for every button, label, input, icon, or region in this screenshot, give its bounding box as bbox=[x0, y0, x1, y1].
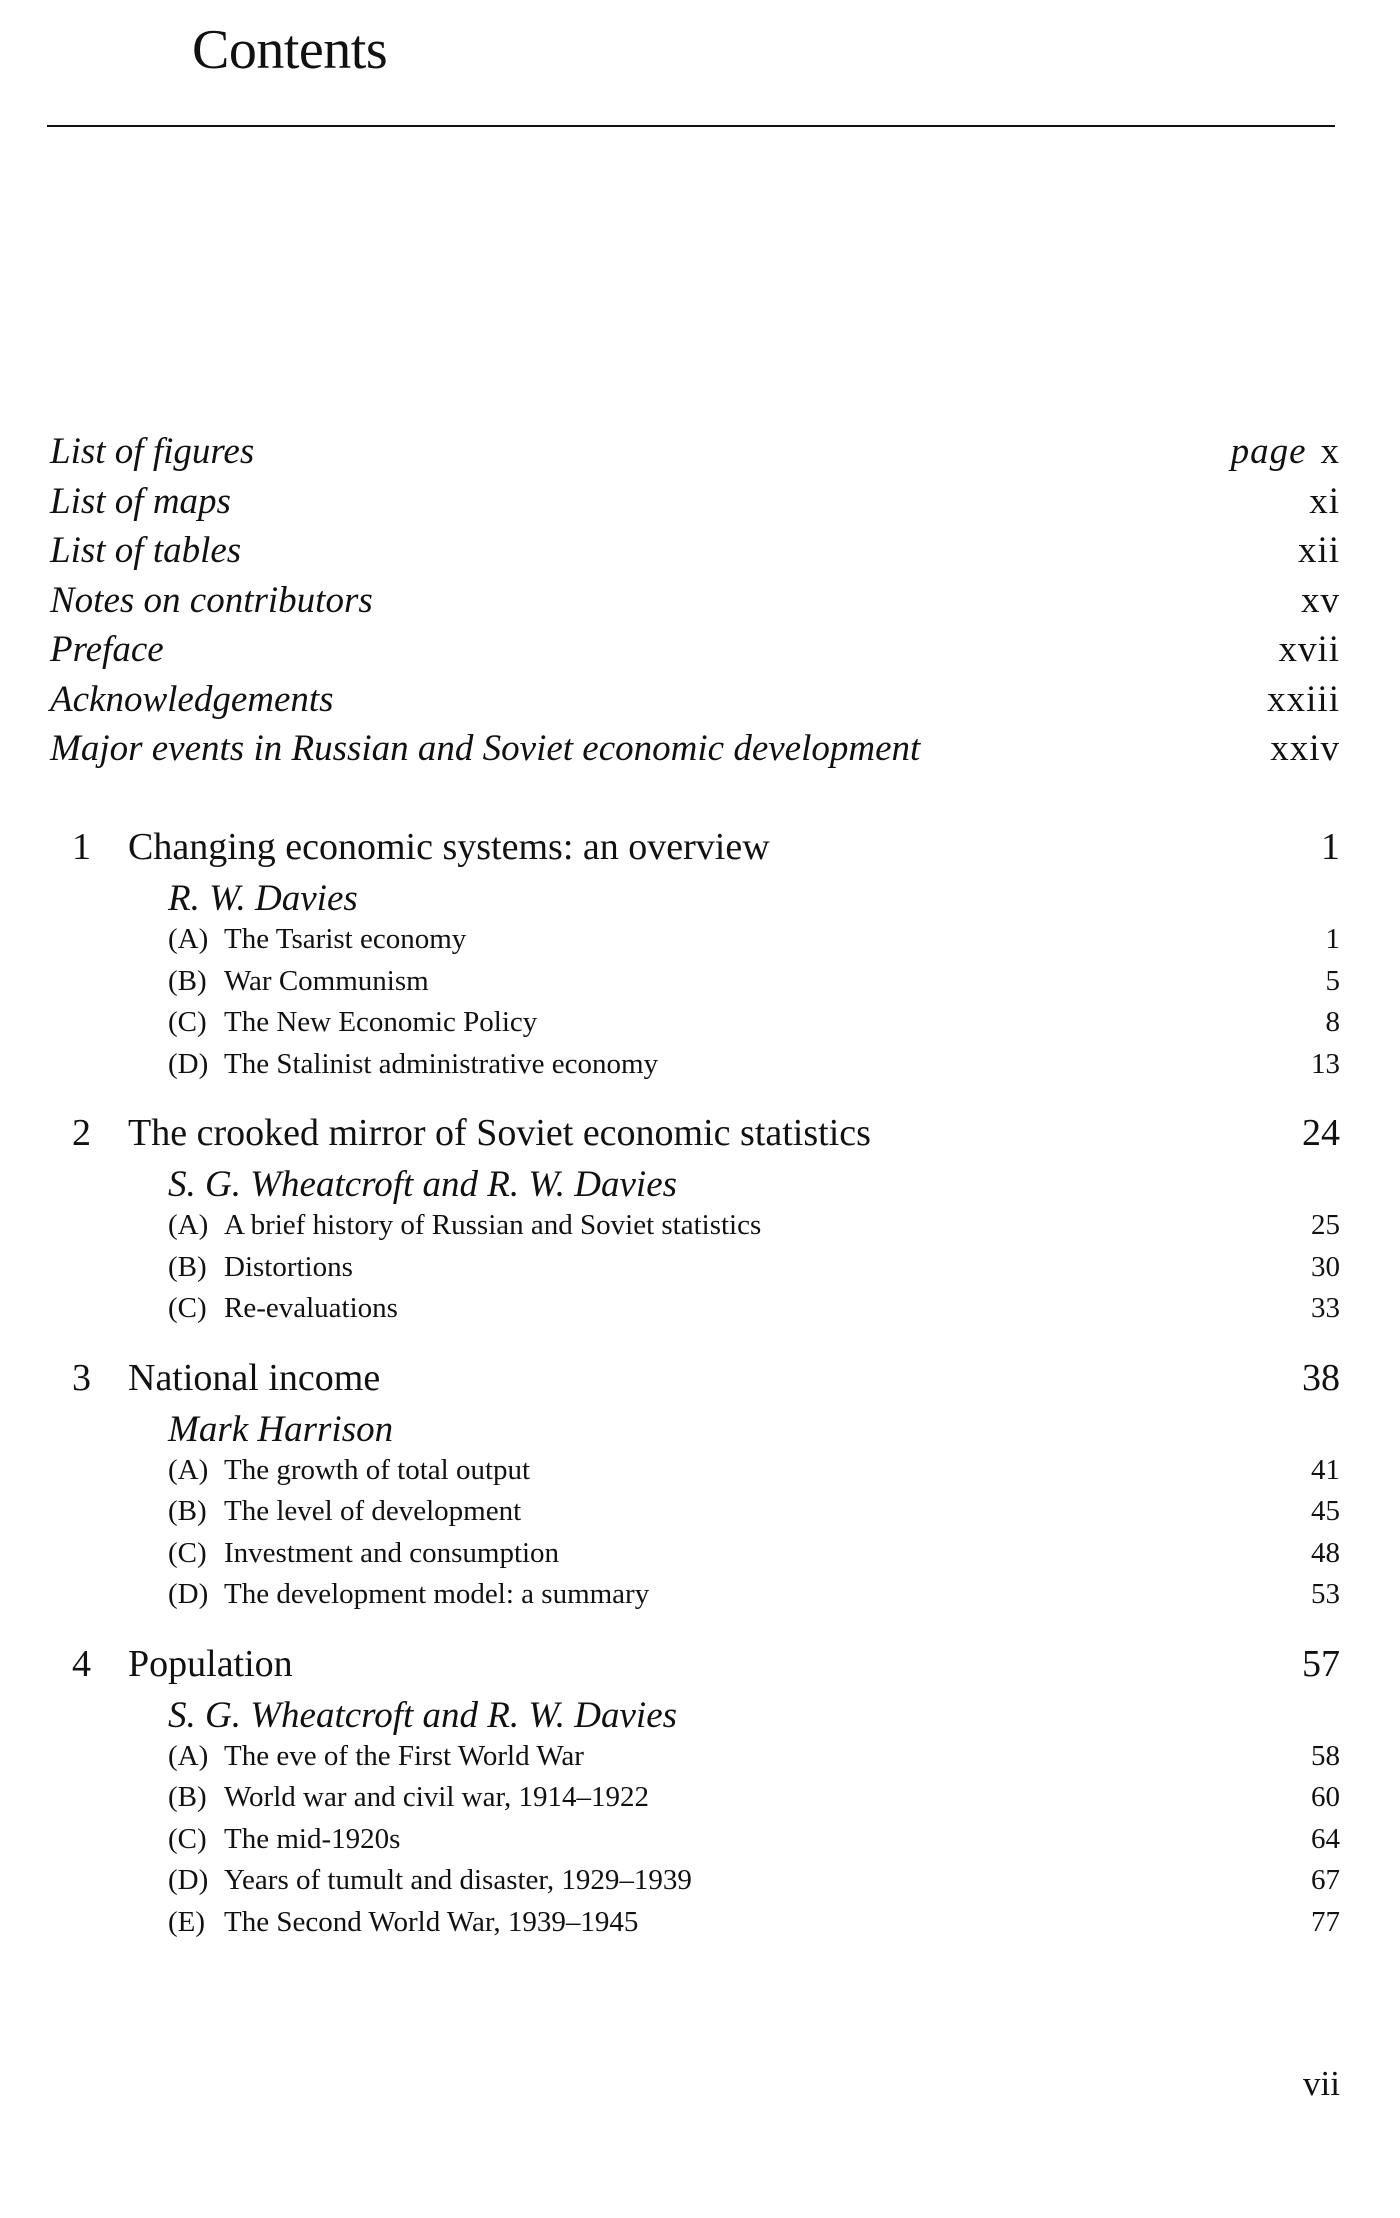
section-letter: (C) bbox=[168, 1006, 207, 1038]
section-item[interactable] bbox=[168, 1823, 1340, 1865]
section-page: 77 bbox=[1311, 1905, 1340, 1938]
section-item[interactable] bbox=[168, 1292, 1340, 1334]
section-page: 60 bbox=[1311, 1781, 1340, 1813]
front-matter-title: Major events in Russian and Soviet economic development bbox=[50, 728, 921, 769]
front-matter-page: xvii bbox=[1278, 629, 1340, 670]
section-title: The eve of the First World War bbox=[224, 1739, 584, 1772]
chapter-list bbox=[50, 825, 1340, 1969]
section-page: 48 bbox=[1311, 1536, 1340, 1569]
section-title: World war and civil war, 1914–1922 bbox=[224, 1781, 649, 1813]
section-item[interactable] bbox=[168, 1781, 1340, 1823]
chapter-number: 1 bbox=[72, 826, 91, 868]
section-page: 30 bbox=[1311, 1250, 1340, 1283]
page-number: vii bbox=[1303, 2064, 1340, 2103]
section-letter: (B) bbox=[168, 1495, 207, 1527]
front-matter-page: xxiv bbox=[1270, 728, 1340, 769]
section-page: 8 bbox=[1325, 1006, 1340, 1038]
section-title: The New Economic Policy bbox=[224, 1006, 538, 1038]
section-item[interactable] bbox=[168, 1537, 1340, 1579]
chapter-entry bbox=[50, 825, 1340, 1089]
chapter-author: S. G. Wheatcroft and R. W. Davies bbox=[168, 1694, 678, 1736]
section-title: The Stalinist administrative economy bbox=[224, 1047, 659, 1080]
chapter-heading[interactable] bbox=[50, 1111, 1340, 1161]
chapter-page: 1 bbox=[1321, 826, 1340, 868]
section-title: The development model: a summary bbox=[224, 1578, 650, 1610]
page-title: Contents bbox=[192, 19, 388, 81]
chapter-entry bbox=[50, 1111, 1340, 1334]
section-page: 64 bbox=[1311, 1822, 1340, 1855]
front-matter-item[interactable] bbox=[50, 579, 1340, 629]
title-rule bbox=[47, 125, 1335, 127]
section-item[interactable] bbox=[168, 1454, 1340, 1496]
section-item[interactable] bbox=[168, 1740, 1340, 1782]
section-page: 53 bbox=[1311, 1578, 1340, 1610]
section-item[interactable] bbox=[168, 1495, 1340, 1537]
section-title: Re-evaluations bbox=[224, 1292, 398, 1324]
section-letter: (B) bbox=[168, 964, 207, 997]
section-letter: (B) bbox=[168, 1250, 207, 1283]
section-letter: (D) bbox=[168, 1578, 209, 1610]
section-letter: (E) bbox=[168, 1905, 206, 1938]
chapter-heading[interactable] bbox=[50, 1642, 1340, 1692]
section-title: Distortions bbox=[224, 1250, 353, 1283]
front-matter-page: xxiii bbox=[1267, 678, 1340, 720]
front-matter-title: List of maps bbox=[50, 480, 231, 522]
chapter-title: Changing economic systems: an overview bbox=[128, 826, 770, 868]
section-item[interactable] bbox=[168, 1048, 1340, 1090]
section-letter: (D) bbox=[168, 1864, 209, 1896]
front-matter-item[interactable] bbox=[50, 678, 1340, 728]
section-page: 33 bbox=[1311, 1292, 1340, 1324]
chapter-number: 2 bbox=[72, 1112, 91, 1154]
section-title: The level of development bbox=[224, 1495, 522, 1527]
section-item[interactable] bbox=[168, 923, 1340, 965]
chapter-entry bbox=[50, 1356, 1340, 1620]
chapter-heading[interactable] bbox=[50, 825, 1340, 875]
section-letter: (A) bbox=[168, 1453, 209, 1486]
chapter-page: 57 bbox=[1302, 1642, 1340, 1685]
section-title: Investment and consumption bbox=[224, 1536, 560, 1569]
section-title: The growth of total output bbox=[224, 1453, 531, 1486]
front-matter-title: Preface bbox=[50, 629, 164, 670]
chapter-title: Population bbox=[128, 1642, 293, 1685]
section-item[interactable] bbox=[168, 1864, 1340, 1906]
section-page: 67 bbox=[1311, 1864, 1340, 1896]
chapter-number: 3 bbox=[72, 1356, 91, 1399]
chapter-page: 24 bbox=[1302, 1112, 1340, 1154]
chapter-number: 4 bbox=[72, 1642, 91, 1685]
front-matter-page: xi bbox=[1309, 480, 1340, 522]
page-word: page bbox=[1230, 431, 1307, 472]
front-matter-page: xv bbox=[1301, 579, 1340, 621]
section-letter: (A) bbox=[168, 1739, 209, 1772]
section-page: 41 bbox=[1311, 1453, 1340, 1486]
chapter-title: The crooked mirror of Soviet economic statistics bbox=[128, 1112, 871, 1154]
section-item[interactable] bbox=[168, 965, 1340, 1007]
section-page: 58 bbox=[1311, 1739, 1340, 1772]
section-title: The Tsarist economy bbox=[224, 923, 467, 955]
section-page: 1 bbox=[1325, 923, 1340, 955]
chapter-author: Mark Harrison bbox=[168, 1408, 394, 1450]
front-matter-list bbox=[50, 430, 1340, 777]
section-item[interactable] bbox=[168, 1251, 1340, 1293]
front-matter-title: Notes on contributors bbox=[50, 579, 373, 621]
section-item[interactable] bbox=[168, 1209, 1340, 1251]
section-title: A brief history of Russian and Soviet statistics bbox=[224, 1209, 762, 1241]
section-title: The mid-1920s bbox=[224, 1822, 401, 1855]
section-page: 25 bbox=[1311, 1209, 1340, 1241]
front-matter-item[interactable] bbox=[50, 727, 1340, 777]
section-letter: (B) bbox=[168, 1781, 207, 1813]
section-letter: (C) bbox=[168, 1822, 207, 1855]
chapter-author: S. G. Wheatcroft and R. W. Davies bbox=[168, 1164, 678, 1205]
section-title: The Second World War, 1939–1945 bbox=[224, 1905, 639, 1938]
section-letter: (A) bbox=[168, 923, 209, 955]
chapter-author: R. W. Davies bbox=[168, 878, 358, 919]
section-letter: (C) bbox=[168, 1292, 207, 1324]
section-item[interactable] bbox=[168, 1906, 1340, 1948]
chapter-title: National income bbox=[128, 1356, 381, 1399]
front-matter-item[interactable] bbox=[50, 430, 1340, 480]
chapter-page: 38 bbox=[1302, 1356, 1340, 1399]
front-matter-page: xii bbox=[1297, 530, 1340, 571]
front-matter-item[interactable] bbox=[50, 628, 1340, 678]
section-letter: (D) bbox=[168, 1047, 209, 1080]
front-matter-title: List of figures bbox=[50, 431, 255, 472]
section-page: 45 bbox=[1311, 1495, 1340, 1527]
section-title: War Communism bbox=[224, 964, 429, 997]
front-matter-page: x bbox=[1320, 431, 1340, 472]
chapter-heading[interactable] bbox=[50, 1356, 1340, 1406]
section-page: 13 bbox=[1311, 1047, 1340, 1080]
section-item[interactable] bbox=[168, 1578, 1340, 1620]
chapter-entry bbox=[50, 1642, 1340, 1948]
section-letter: (A) bbox=[168, 1209, 209, 1241]
section-letter: (C) bbox=[168, 1536, 207, 1569]
front-matter-item[interactable] bbox=[50, 529, 1340, 579]
front-matter-item[interactable] bbox=[50, 480, 1340, 530]
section-item[interactable] bbox=[168, 1006, 1340, 1048]
front-matter-title: Acknowledgements bbox=[50, 678, 334, 720]
section-title: Years of tumult and disaster, 1929–1939 bbox=[224, 1864, 692, 1896]
front-matter-title: List of tables bbox=[50, 530, 242, 571]
section-page: 5 bbox=[1325, 964, 1340, 997]
